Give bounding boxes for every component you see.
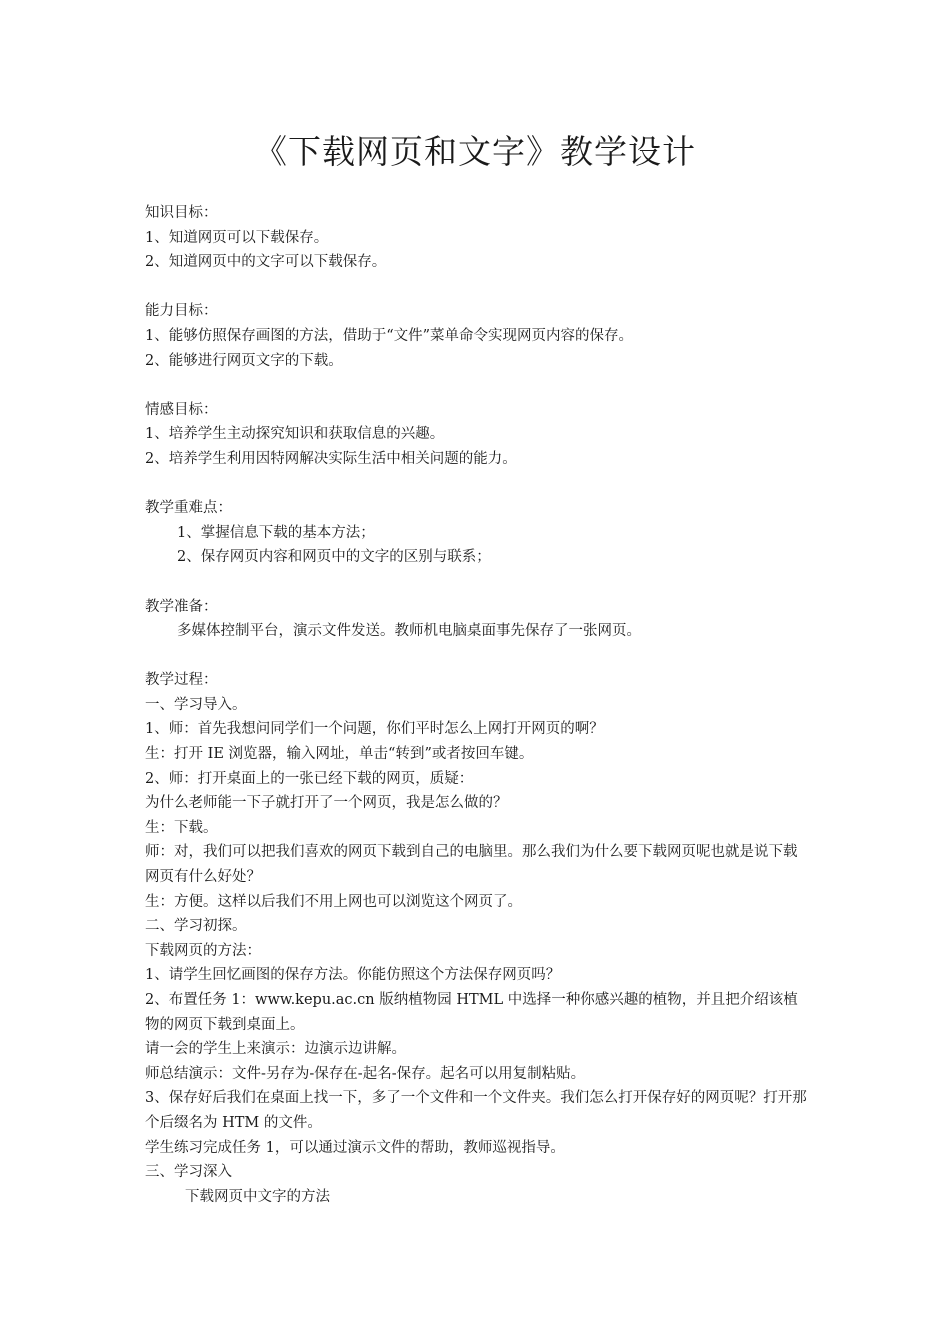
section-heading-process: 教学过程： [145,672,218,689]
emotion-item: 1、培养学生主动探究知识和获取信息的兴趣。 [145,426,445,443]
process-line: 1、请学生回忆画图的保存方法。你能仿照这个方法保存网页吗？ [145,967,561,984]
process-line: 二、学习初探。 [145,918,247,935]
section-heading-preparation: 教学准备： [145,598,218,615]
process-line: 三、学习深入 [145,1164,232,1181]
process-paragraph: 师：对，我们可以把我们喜欢的网页下载到自己的电脑里。那么我们为什么要下载网页呢也就是说下载网页有什么好处？ [145,844,798,886]
key-point-item: 2、保存网页内容和网页中的文字的区别与联系； [177,549,491,566]
process-line: 师总结演示：文件-另存为-保存在-起名-保存。起名可以用复制粘贴。 [145,1065,586,1082]
process-line: 为什么老师能一下子就打开了一个网页，我是怎么做的？ [145,795,508,812]
process-line: 生：方便。这样以后我们不用上网也可以浏览这个网页了。 [145,893,522,910]
section-heading-emotion: 情感目标： [145,401,218,418]
document-title: 《下载网页和文字》教学设计 [254,132,696,171]
blank-line [145,570,810,595]
process-line: 下载网页的方法： [145,942,261,959]
process-line: 生：打开 IE 浏览器，输入网址，单击“转到”或者按回车键。 [145,746,534,763]
blank-line [145,472,810,497]
document-body [145,201,810,1209]
ability-item: 1、能够仿照保存画图的方法，借助于“文件”菜单命令实现网页内容的保存。 [145,327,634,344]
preparation-text: 多媒体控制平台，演示文件发送。教师机电脑桌面事先保存了一张网页。 [177,623,641,640]
section-heading-knowledge: 知识目标： [145,205,218,221]
blank-line [145,644,810,669]
emotion-item: 2、培养学生利用因特网解决实际生活中相关问题的能力。 [145,450,517,467]
process-line: 学生练习完成任务 1，可以通过演示文件的帮助，教师巡视指导。 [145,1139,565,1156]
process-line: 生：下载。 [145,819,218,836]
process-line: 请一会的学生上来演示：边演示边讲解。 [145,1041,406,1058]
knowledge-item: 1、知道网页可以下载保存。 [145,229,329,246]
knowledge-item: 2、知道网页中的文字可以下载保存。 [145,254,387,271]
process-line: 1、师：首先我想问同学们一个问题，你们平时怎么上网打开网页的啊？ [145,721,604,738]
process-line: 2、师：打开桌面上的一张已经下载的网页，质疑： [145,770,474,787]
section-heading-ability: 能力目标： [145,303,218,320]
blank-line [145,275,810,300]
section-heading-key-points: 教学重难点： [145,500,232,517]
ability-item: 2、能够进行网页文字的下载。 [145,352,343,369]
process-sub-heading: 下载网页中文字的方法 [185,1188,330,1205]
process-paragraph: 3、保存好后我们在桌面上找一下，多了一个文件和一个文件夹。我们怎么打开保存好的网页呢？打开那个后缀名为 HTM 的文件。 [145,1090,807,1131]
key-point-item: 1、掌握信息下载的基本方法； [177,524,375,541]
process-paragraph: 2、布置任务 1：www.kepu.ac.cn 版纳植物园 HTML 中选择一种你感兴趣的植物，并且把介绍该植物的网页下载到桌面上。 [145,992,798,1033]
blank-line [145,373,810,398]
process-line: 一、学习导入。 [145,696,247,713]
